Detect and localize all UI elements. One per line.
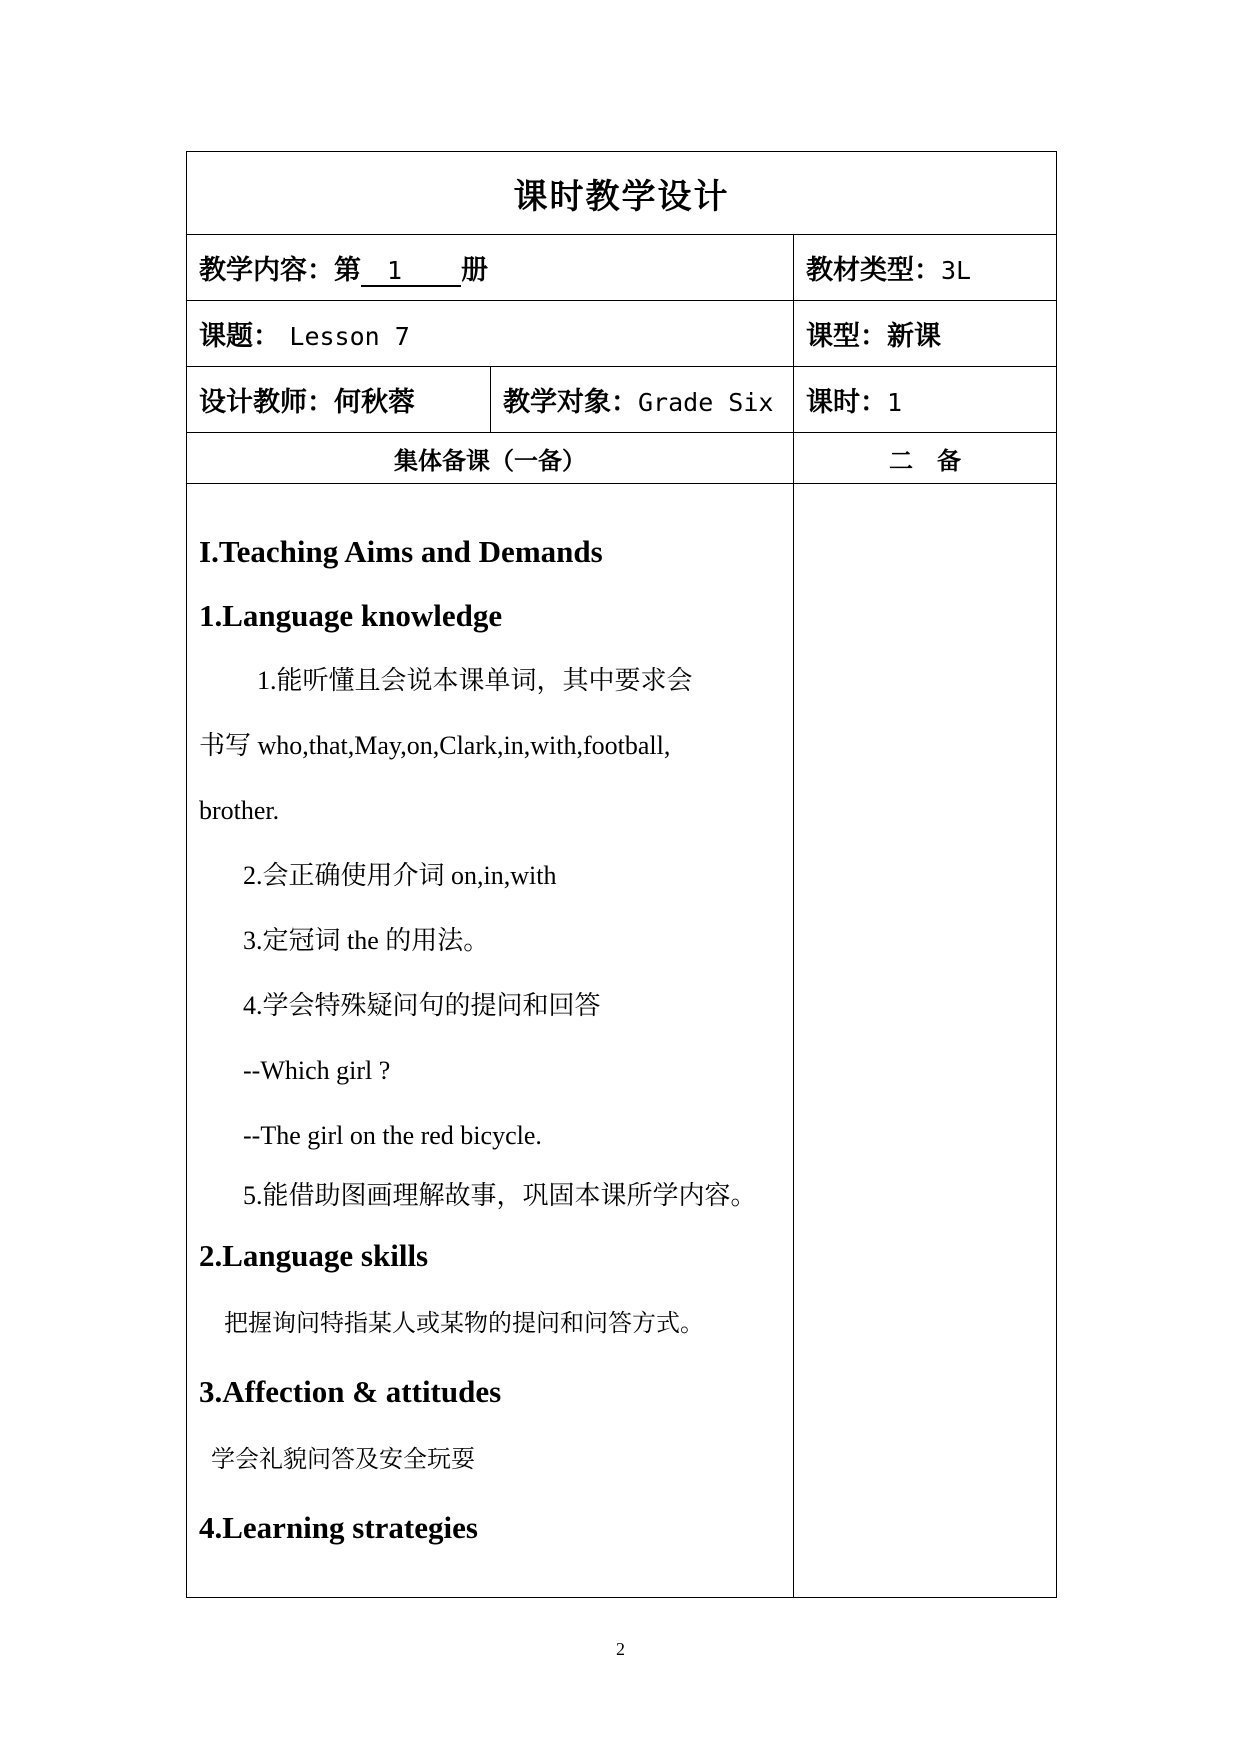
item1-line3: brother. <box>199 796 280 825</box>
table-title: 课时教学设计 <box>187 152 1057 235</box>
item2: 2.会正确使用介词 on,in,with <box>243 861 557 890</box>
heading-language-knowledge: 1.Language knowledge <box>199 598 503 633</box>
dialog-question: --Which girl ? <box>243 1056 391 1085</box>
item3: 3.定冠词 the 的用法。 <box>243 926 490 955</box>
second-prep-notes-cell <box>794 484 1057 1598</box>
topic-value: Lesson 7 <box>289 322 410 351</box>
type-label: 课型： <box>806 321 887 352</box>
collective-prep-header: 集体备课（一备） <box>187 433 794 484</box>
material-label: 教材类型： <box>806 255 941 286</box>
heading-learning-strategies: 4.Learning strategies <box>199 1510 478 1545</box>
designer-value: 何秋蓉 <box>334 387 415 418</box>
period-label: 课时： <box>806 387 887 418</box>
lesson-plan-table <box>186 151 1057 1598</box>
heading-main: I.Teaching Aims and Demands <box>199 534 603 569</box>
volume-value: 1 <box>361 256 461 287</box>
item5: 5.能借助图画理解故事，巩固本课所学内容。 <box>243 1181 757 1210</box>
material-value: 3L <box>941 256 972 285</box>
page-number: 2 <box>616 1639 625 1659</box>
designer-cell <box>187 367 491 433</box>
dialog-answer: --The girl on the red bicycle. <box>243 1121 542 1150</box>
lesson-body-cell <box>187 484 794 1598</box>
content-suffix: 册 <box>461 255 488 286</box>
heading-language-skills: 2.Language skills <box>199 1238 429 1273</box>
content-prefix: 教学内容：第 <box>199 255 361 286</box>
teaching-content-cell <box>187 235 794 301</box>
item1-line1: 1.能听懂且会说本课单词，其中要求会 <box>257 666 693 695</box>
topic-cell <box>187 301 794 367</box>
lesson-type-cell <box>794 301 1057 367</box>
target-cell <box>491 367 794 433</box>
period-value: 1 <box>887 388 903 417</box>
heading-affection: 3.Affection & attitudes <box>199 1374 502 1409</box>
lesson-content <box>187 484 793 1560</box>
topic-label: 课题： <box>199 321 280 352</box>
item4: 4.学会特殊疑问句的提问和回答 <box>243 991 601 1020</box>
target-value: Grade Six <box>638 388 774 417</box>
target-label: 教学对象： <box>503 387 638 418</box>
type-value: 新课 <box>887 321 941 352</box>
period-cell <box>794 367 1057 433</box>
affection-text: 学会礼貌问答及安全玩耍 <box>211 1447 475 1473</box>
material-type-cell <box>794 235 1057 301</box>
second-prep-header: 二 备 <box>794 433 1057 484</box>
skills-text: 把握询问特指某人或某物的提问和问答方式。 <box>224 1311 704 1337</box>
item1-line2: 书写 who,that,May,on,Clark,in,with,football, <box>199 731 671 760</box>
designer-label: 设计教师： <box>199 387 334 418</box>
